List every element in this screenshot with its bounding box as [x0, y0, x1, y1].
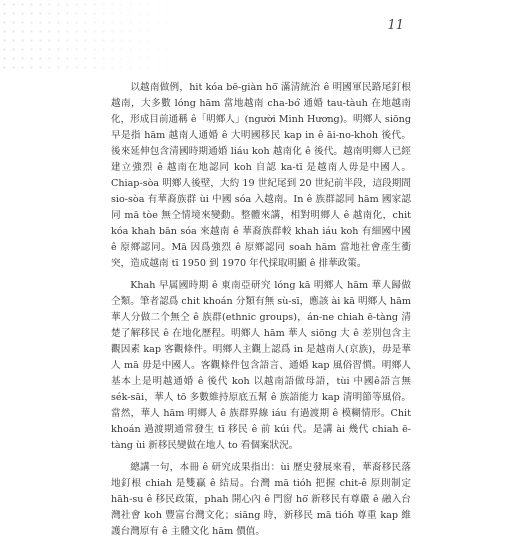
body-text — [111, 80, 411, 546]
dot-pattern-decoration — [0, 0, 190, 70]
paragraph-3: 總講一句，本冊 ê 研究成果指出：ùi 歷史發展來看，華裔移民落地釘根 chiah 是雙贏 ê 結局。台灣 mā tióh 把握 chit-ê 原則制定 hāh-su ê 移民政策，phah 開心內 ê 門窗 hō͘ 新移民有尊嚴 ê 融入台灣社會 koh 豐富台灣文化；siāng 時，新移民 mā tióh 尊重 kap 維護台灣原有 ê 主體文化 hām 價值。 — [111, 462, 411, 537]
paragraph-1: 以越南做例，hit kóa bē-giàn hō͘ 滿清統治 ê 明國軍民路尾釘根越南，大多數 lóng hām 當地越南 cha-bó͘ 通婚 tau-tàuh 在地越南化，形成目前通稱 ê「明鄉人」(người Minh Hương)。明鄉人 siōng 早是指 hām 越南人通婚 ê 大明國移民 kap in ê āi-no-khoh 後代。後來延伸包含清國時期通婚 liáu koh 越南化 ê 後代。越南明鄉人已經建立強烈 ê 越南在地認同 koh 自認 ka-tī 是越南人毋是中國人。Chiap-sòa 明鄉人後壁，大約 19 世紀尾到 20 世紀前半段，這段期間 sio-sòa 有華裔族群 ùi 中國 sóa 入越南。In ê 族群認同 hām 國家認同 mā tòe 無仝情境來變動。整體來講，相對明鄉人 ê 越南化，chit kóa khah bān sóa 來越南 ê 華裔族群較 khah iáu koh 有細國中國 ê 原鄉認同。Mā 因爲強烈 ê 原鄉認同 soah hām 當地社會產生衝突，造成越南 tī 1950 到 1970 年代採取明顯 ê 排華政策。 — [111, 82, 411, 269]
page-number: 11 — [387, 18, 404, 33]
paragraph-2: Khah 早属國時期 ê 東南亞研究 lóng kā 明鄉人 hām 華人歸做仝類。筆者認爲 chit khoán 分類有無 sù-sī，應該 ài kā 明鄉人 hām 華人分做二个無仝 ê 族群(ethnic groups)，án-ne chiah ē-tàng 清楚了解移民 ê 在地化歷程。明鄉人 hām 華人 siōng 大 ê 差別包含主觀因素 kap 客觀條件。明鄉人主觀上認爲 in 是越南人(京族)，毋是華人 mā 毋是中國人。客觀條件包含語言、通婚 kap 風俗習慣。明鄉人基本上是明越通婚 ê 後代 koh 以越南語做母語，tùi 中國ê語言無 sék-sāi，華人 tō 多數維持原底五幫 ê 族語能力 kap 清明節等風俗。當然，華人 hām 明鄉人 ê 族群界線 iáu 有過渡期 ê 模糊情形。Chit khoán 過渡期通常發生 tī 移民 ê 前 kúi 代。是講 ài 幾代 chiah ē-tàng ùi 新移民變做在地人 to 看個案狀況。 — [111, 280, 411, 451]
